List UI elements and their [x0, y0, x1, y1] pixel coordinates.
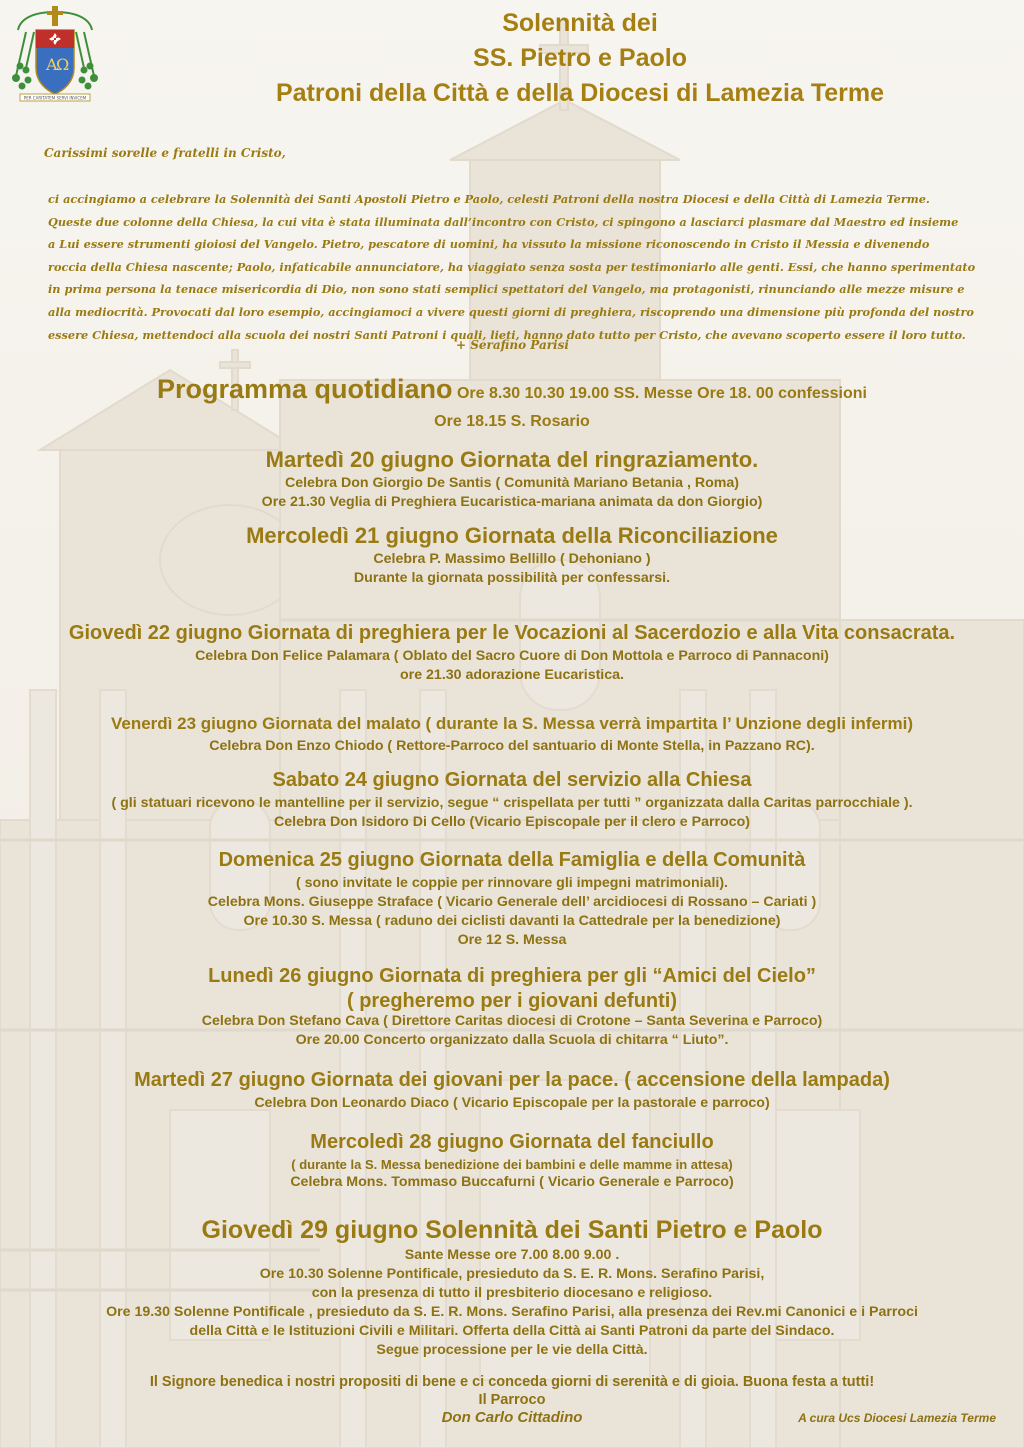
blessing-text: Il Signore benedica i nostri propositi di bene e ci conceda giorni di serenità e di gioia. Buona festa a tutti! [149, 1374, 875, 1390]
day-line: ( sono invitate le coppie per rinnovare gli impegni matrimoniali). [295, 875, 728, 891]
day-section-28-june [0, 1128, 1024, 1192]
svg-text:Ω: Ω [56, 55, 70, 74]
day-line: Celebra Don Felice Palamara ( Oblato del Sacro Cuore di Don Mottola e Parroco di Pannaconi) [195, 648, 829, 664]
letter-line: Queste due colonne della Chiesa, la cui vita è stata illuminata dall’incontro con Cristo, ci spingono a lasciarci plasmare dal Maestro ed insieme [48, 214, 959, 229]
day-section-24-june [0, 766, 1024, 832]
title-line-1: Solennità dei [502, 9, 658, 37]
day-line: Celebra Mons. Giuseppe Straface ( Vicario Generale dell’ arcidiocesi di Rossano – Cariati ) [207, 894, 817, 910]
day-heading: Domenica 25 giugno Giornata della Famiglia e della Comunità [218, 849, 806, 871]
day-line: Segue processione per le vie della Città. [376, 1342, 648, 1358]
day-line: Ore 20.00 Concerto organizzato dalla Scuola di chitarra “ Liuto”. [295, 1032, 729, 1048]
daily-program-times: Ore 8.30 10.30 19.00 SS. Messe Ore 18. 00 confessioni [456, 385, 867, 402]
day-heading: Mercoledì 28 giugno Giornata del fanciullo [310, 1131, 714, 1153]
day-line: Ore 21.30 Veglia di Preghiera Eucaristica-mariana animata da don Giorgio) [261, 494, 763, 510]
day-section-29-june [0, 1214, 1024, 1360]
letter-line: essere Chiesa, mettendoci alla scuola dei nostri Santi Patroni i quali, lieti, hanno dato tutto per Cristo, che avevano scoperto essere il loro tutto. [48, 327, 966, 342]
day-line: Ore 19.30 Solenne Pontificale , presieduto da S. E. R. Mons. Serafino Parisi, alla presenza dei Rev.mi Canonici e i Parroci [106, 1304, 918, 1320]
priest-role: Il Parroco [478, 1391, 546, 1408]
day-subheading: ( pregheremo per i giovani defunti) [346, 990, 678, 1012]
day-line: Celebra Don Leonardo Diaco ( Vicario Episcopale per la pastorale e parroco) [254, 1095, 770, 1111]
letter-signature: + Serafino Parisi [456, 338, 569, 352]
day-section-21-june [0, 522, 1024, 588]
svg-text:PER CARITATEM SERVI INVICEM: PER CARITATEM SERVI INVICEM [23, 95, 87, 101]
day-line: Celebra Don Stefano Cava ( Direttore Caritas diocesi di Crotone – Santa Severina e Parroco) [201, 1013, 823, 1029]
letter-line: ci accingiamo a celebrare la Solennità dei Santi Apostoli Pietro e Paolo, celesti Patroni della nostra Diocesi e della Città di Lamezia Terme. [48, 192, 930, 206]
day-section-22-june [0, 619, 1024, 685]
letter-line: a Lui essere strumenti gioiosi del Vangelo. Pietro, pescatore di uomini, ha vissuto la missione riconoscendo in Cristo il Messia e divenendo [48, 237, 930, 252]
day-heading: Lunedì 26 giugno Giornata di preghiera per gli “Amici del Cielo” [208, 965, 816, 987]
day-heading: Giovedì 22 giugno Giornata di preghiera per le Vocazioni al Sacerdozio e alla Vita consacrata. [68, 622, 956, 644]
daily-program-label: Programma quotidiano [156, 374, 453, 404]
credit-line: A cura Ucs Diocesi Lamezia Terme [798, 1411, 996, 1425]
day-section-20-june [0, 446, 1024, 512]
day-line: della Città e le Istituzioni Civili e Militari. Offerta della Città ai Santi Patroni da parte del Sindaco. [189, 1323, 835, 1339]
day-line: ( durante la S. Messa benedizione dei bambini e delle mamme in attesa) [291, 1157, 733, 1172]
day-section-26-june [0, 962, 1024, 1050]
day-line: Ore 10.30 S. Messa ( raduno dei ciclisti davanti la Cattedrale per la benedizione) [243, 913, 781, 929]
day-line: Celebra Mons. Tommaso Buccafurni ( Vicario Generale e Parroco) [290, 1174, 734, 1190]
day-heading: Venerdì 23 giugno Giornata del malato ( durante la S. Messa verrà impartita l’ Unzione degli infermi) [110, 714, 914, 733]
day-section-27-june [0, 1066, 1024, 1113]
day-heading: Martedì 27 giugno Giornata dei giovani per la pace. ( accensione della lampada) [134, 1069, 890, 1091]
day-line: Celebra Don Giorgio De Santis ( Comunità Mariano Betania , Roma) [284, 475, 740, 491]
day-section-23-june [0, 711, 1024, 756]
day-line: ( gli statuari ricevono le mantelline per il servizio, segue “ crispellata per tutti ” organizzata dalla Caritas parrocchiale ). [111, 795, 913, 811]
letter-line: in prima persona la tenace misericordia di Dio, non sono stati semplici spettatori del Vangelo, ma protagonisti, rinunciando alle mezze misure e [48, 282, 965, 297]
letter-line: alla mediocrità. Provocati dal loro esempio, accingiamoci a vivere questi giorni di preghiera, riscoprendo una dimensione più profonda del nostro [48, 304, 974, 319]
day-line: con la presenza di tutto il presbiterio diocesano e religioso. [311, 1285, 713, 1301]
day-line: Ore 12 S. Messa [457, 932, 567, 948]
letter-line: roccia della Chiesa nascente; Paolo, infaticabile annunciatore, ha viaggiato senza sosta per testimoniarlo alle genti. Essi, che hanno sperimentato [48, 259, 976, 274]
letter-greeting: Carissimi sorelle e fratelli in Cristo, [44, 146, 286, 160]
day-heading: Sabato 24 giugno Giornata del servizio alla Chiesa [272, 769, 752, 791]
day-heading: Mercoledì 21 giugno Giornata della Riconciliazione [246, 523, 778, 548]
day-heading: Giovedì 29 giugno Solennità dei Santi Pietro e Paolo [201, 1216, 823, 1244]
priest-name: Don Carlo Cittadino [441, 1409, 583, 1426]
daily-program [0, 372, 1024, 433]
day-line: Ore 10.30 Solenne Pontificale, presieduto da S. E. R. Mons. Serafino Parisi, [259, 1266, 765, 1282]
day-line: Celebra Don Enzo Chiodo ( Rettore-Parroco del santuario di Monte Stella, in Pazzano RC). [209, 738, 815, 754]
title-line-3: Patroni della Città e della Diocesi di Lamezia Terme [275, 79, 885, 107]
day-line: Sante Messe ore 7.00 8.00 9.00 . [404, 1247, 620, 1263]
title-line-2: SS. Pietro e Paolo [473, 44, 687, 72]
daily-program-rosary: Ore 18.15 S. Rosario [434, 413, 590, 430]
bishop-letter [48, 188, 1003, 346]
day-line: Durante la giornata possibilità per confessarsi. [353, 570, 671, 586]
svg-text:A: A [46, 55, 58, 74]
bishop-coat-of-arms-icon [6, 6, 104, 102]
day-line: Celebra P. Massimo Bellillo ( Dehoniano ) [373, 551, 651, 567]
day-line: ore 21.30 adorazione Eucaristica. [400, 667, 624, 683]
poster-title [200, 6, 960, 111]
day-line: Celebra Don Isidoro Di Cello (Vicario Episcopale per il clero e Parroco) [274, 814, 750, 830]
day-heading: Martedì 20 giugno Giornata del ringraziamento. [265, 447, 759, 472]
day-section-25-june [0, 846, 1024, 950]
